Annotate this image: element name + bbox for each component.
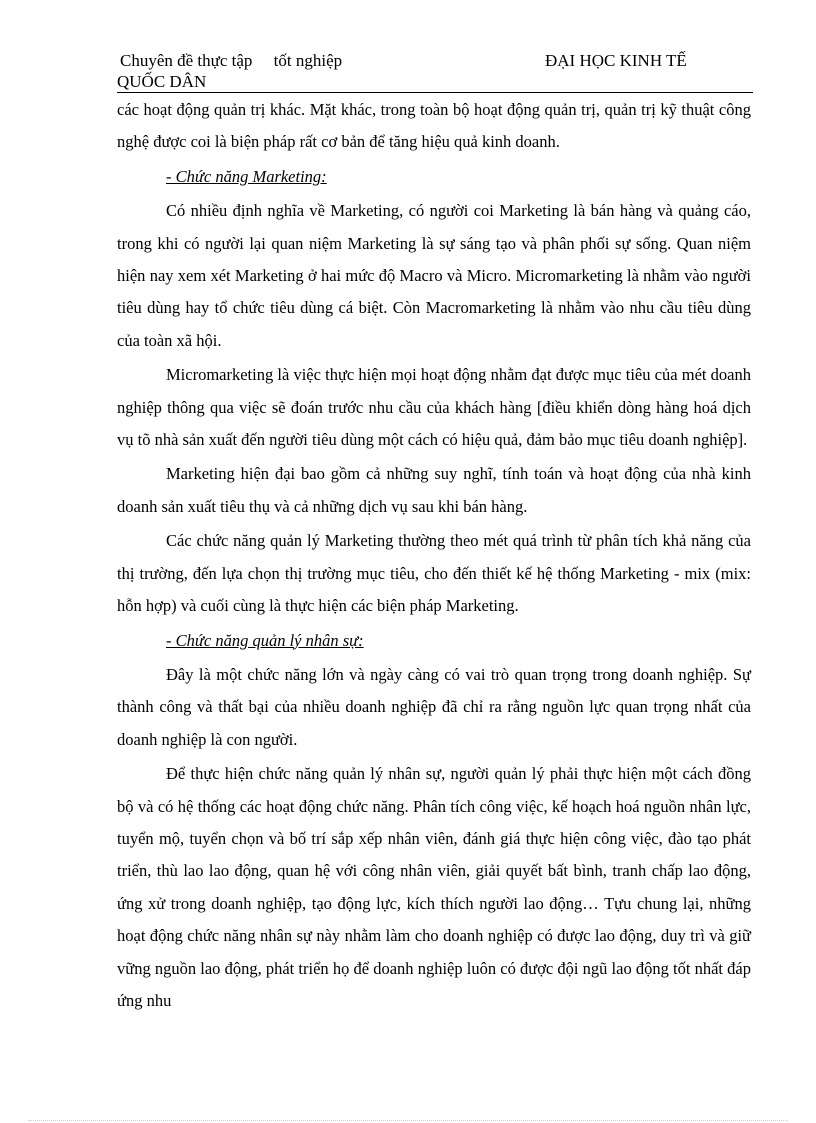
paragraph: Đây là một chức năng lớn và ngày càng có vai trò quan trọng trong doanh nghiệp. Sự thành công và thất bại của nhiều doanh nghiệp đã chỉ ra rằng nguồn lực quan trọng nhất của doanh nghiệp là con người.: [117, 664, 751, 749]
header-university: ĐẠI HỌC KINH TẾ: [545, 51, 687, 70]
document-body: [117, 94, 751, 1017]
header-divider: [117, 92, 753, 93]
paragraph: Micromarketing là việc thực hiện mọi hoạt động nhằm đạt được mục tiêu của mét doanh nghiệp thông qua việc sẽ đoán trước nhu cầu của khách hàng [điều khiển dòng hàng hoá dịch vụ tõ nhà sản xuất đến người tiêu dùng một cách có hiệu quả, đảm bảo mục tiêu doanh nghiệp].: [117, 365, 751, 450]
header-report-title: Chuyên đề thực tập tốt nghiệp: [120, 51, 343, 70]
paragraph: các hoạt động quản trị khác. Mặt khác, trong toàn bộ hoạt động quản trị, quản trị kỹ thuật công nghệ được coi là biện pháp rất cơ bản để tăng hiệu quả kinh doanh.: [117, 100, 751, 152]
page-bottom-border: [28, 1120, 788, 1121]
paragraph: Có nhiều định nghĩa về Marketing, có người coi Marketing là bán hàng và quảng cáo, trong khi có người lại quan niệm Marketing là sự sáng tạo và phân phối sự sống. Quan niệm hiện nay xem xét Marketing ở hai mức độ Macro và Micro. Micromarketing là nhằm vào người tiêu dùng hay tổ chức tiêu dùng cá biệt. Còn Macromarketing là nhằm vào nhu cầu tiêu dùng của toàn xã hội.: [117, 201, 751, 350]
section-heading-marketing: - Chức năng Marketing:: [166, 166, 327, 186]
paragraph: Marketing hiện đại bao gồm cả những suy nghĩ, tính toán và hoạt động của nhà kinh doanh sản xuất tiêu thụ và cả những dịch vụ sau khi bán hàng.: [117, 464, 751, 516]
header-university-continued: QUỐC DÂN: [117, 72, 207, 91]
section-heading-hr: - Chức năng quản lý nhân sự:: [166, 630, 364, 650]
paragraph: Để thực hiện chức năng quản lý nhân sự, người quản lý phải thực hiện một cách đồng bộ và có hệ thống các hoạt động chức năng. Phân tích công việc, kế hoạch hoá nguồn nhân lực, tuyển mộ, tuyển chọn và bố trí sắp xếp nhân viên, đánh giá thực hiện công việc, đào tạo phát triển, thù lao lao động, quan hệ với công nhân viên, giải quyết bất bình, tranh chấp lao động, ứng xử trong doanh nghiệp, tạo động lực, kích thích người lao động… Tựu chung lại, những hoạt động chức năng nhân sự này nhằm làm cho doanh nghiệp có được lao động, duy trì và giữ vững nguồn lao động, phát triển họ để doanh nghiệp luôn có được đội ngũ lao động tốt nhất đáp ứng nhu: [117, 764, 751, 1010]
paragraph: Các chức năng quản lý Marketing thường theo mét quá trình từ phân tích khả năng của thị trường, đến lựa chọn thị trường mục tiêu, cho đến thiết kế hệ thống Marketing - mix (mix: hỗn hợp) và cuối cùng là thực hiện các biện pháp Marketing.: [117, 531, 751, 616]
